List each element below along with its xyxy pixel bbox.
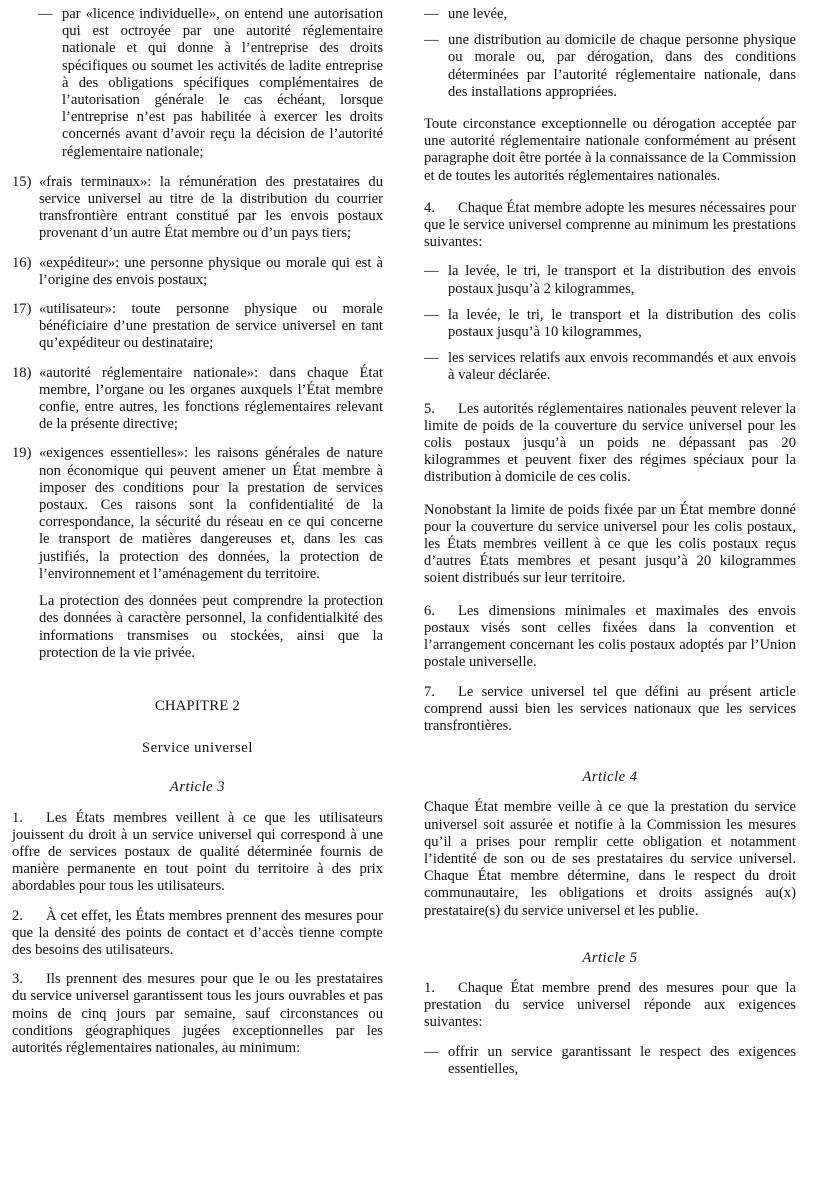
article-3-paragraph-3 <box>12 971 383 1057</box>
list-item <box>424 263 796 297</box>
dash-bullet: — <box>424 6 439 22</box>
article-3-paragraph-2 <box>12 908 383 960</box>
article-5-heading: Article 5 <box>582 949 638 966</box>
list-item <box>424 32 796 101</box>
paragraph-3-note: Toute circonstance exceptionnelle ou dérogation acceptée par une autorité réglementaire nationale conformément au présent paragraphe doit être portée à la connaissance de la Commission et de toutes les autorités réglementaires nationales. <box>424 116 796 184</box>
chapter-title: Service universel <box>141 740 254 757</box>
paragraph-text: Ils prennent des mesures pour que le ou les prestataires du service universel garantissent tous les jours ouvrables et pas moins de cinq jours par semaine, sauf circonstances ou conditions géographiques jugées exceptionnelles par les autorités réglementaires nationales, au minimum: <box>12 971 383 1056</box>
list-item-text: une distribution au domicile de chaque personne physique ou morale ou, par dérogation, dans des conditions déterminées par l’autorité réglementaire nationale, dans des installations appropriées. <box>448 32 796 100</box>
paragraph-text: Les dimensions minimales et maximales des envois postaux visés sont celles fixées dans la convention et l’arrangement concernant les colis postaux adoptés par l’Union postale universelle. <box>424 602 796 671</box>
paragraph-number: 7. <box>424 683 435 700</box>
article-3-paragraph-6 <box>424 603 796 672</box>
article-3-paragraph-7 <box>424 684 796 736</box>
list-item <box>424 1044 796 1078</box>
definition-number: 16) <box>12 254 32 271</box>
licence-definition-item <box>38 6 383 161</box>
definition-text: «autorité réglementaire nationale»: dans chaque État membre, l’organe ou les organes auxquels l’État membre confie, entre autres, les fonctions réglementaires relevant de la présente directive; <box>39 364 383 433</box>
list-item-text: offrir un service garantissant le respect des exigences essentielles, <box>448 1043 796 1077</box>
article-3-paragraph-1 <box>12 810 383 896</box>
definition-number: 15) <box>12 173 32 190</box>
right-column <box>424 6 796 1087</box>
definition-number: 19) <box>12 445 32 462</box>
definition-extra-text: La protection des données peut comprendre la protection des données à caractère personnel, la confidentialkité des informations transmises ou stockées, ainsi que la protection de la vie privée. <box>39 593 383 661</box>
definition-number: 18) <box>12 364 32 381</box>
paragraph-text: Le service universel tel que défini au présent article comprend aussi bien les services nationaux que les services transfrontières. <box>424 683 796 734</box>
article-5-paragraph-1 <box>424 980 796 1032</box>
definition-text: «frais terminaux»: la rémunération des prestataires du service universel au titre de la distribution du courrier transfrontière entrant constitué par les envois postaux provenant d’un autre État membre ou d’un pays tiers; <box>39 173 383 242</box>
article-3-heading: Article 3 <box>169 779 226 796</box>
list-item <box>424 6 796 23</box>
article-3-paragraph-5 <box>424 401 796 487</box>
paragraph-text: Les autorités réglementaires nationales peuvent relever la limite de poids de la couverture du service universel pour les colis postaux jusqu’à un poids ne dépassant pas 20 kilogrammes et peuvent fixer des régimes spéciaux pour la distribution à domicile de ces colis. <box>424 400 796 486</box>
list-item-text: la levée, le tri, le transport et la distribution des colis postaux jusqu’à 10 kilogrammes, <box>448 306 796 341</box>
dash-bullet: — <box>424 350 439 367</box>
definition-text: «exigences essentielles»: les raisons générales de nature non économique qui peuvent amener un État membre à imposer des conditions pour la prestation de services postaux. Ces raisons sont la confidentialité de la correspondance, la sécurité du réseau en ce qui concerne le transport de matières dangereuses et, dans les cas justifiés, la protection des données, la protection de l’environnement et l’aménagement du territoire. <box>39 445 383 582</box>
paragraph-number: 3. <box>12 971 23 988</box>
article-3-paragraph-4 <box>424 200 796 252</box>
list-item-text: les services relatifs aux envois recommandés et aux envois à valeur déclarée. <box>448 350 796 384</box>
article-4-heading: Article 4 <box>582 769 638 786</box>
paragraph-number: 1. <box>424 979 435 996</box>
dash-bullet: — <box>424 1043 439 1060</box>
paragraph-number: 2. <box>12 907 23 924</box>
paragraph-text: Chaque État membre adopte les mesures nécessaires pour que le service universel comprenne au minimum les prestations suivantes: <box>424 199 796 251</box>
list-item <box>424 350 796 384</box>
paragraph-number: 6. <box>424 602 435 619</box>
paragraph-text: À cet effet, les États membres prennent des mesures pour que la densité des points de contact et d’accès tienne compte des besoins des utilisateurs. <box>12 907 383 958</box>
definition-number: 17) <box>12 301 32 318</box>
definition-item <box>12 174 383 243</box>
paragraph-number: 5. <box>424 400 435 417</box>
list-item-text: une levée, <box>448 6 508 22</box>
article-4-text: Chaque État membre veille à ce que la prestation du service universel soit assurée et notifie à la Commission les mesures qu’il a prises pour remplir cette obligation et notamment l’identité de son ou de ses prestataires du service universel. Chaque État membre détermine, dans le respect du droit communautaire, les obligations et droits assignés au(x) prestataire(s) du service universel et les publie. <box>424 799 796 919</box>
paragraph-number: 4. <box>424 199 435 216</box>
licence-definition-text: par «licence individuelle», on entend une autorisation qui est octroyée par une autorité réglementaire nationale et qui donne à l’entreprise des droits spécifiques ou soumet les activités de ladite entreprise à des obligations spécifiques complémentaires de l’autorisation générale le cas échéant, lorsque l’entreprise n’est pas habilitée à exercer les droits concernés avant d’avoir reçu la décision de l’autorité réglementaire nationale; <box>62 6 383 160</box>
left-column <box>12 6 383 1069</box>
definition-item <box>12 255 383 289</box>
dash-bullet: — <box>424 306 439 323</box>
definition-item <box>12 445 383 661</box>
definition-item <box>12 365 383 434</box>
list-item-text: la levée, le tri, le transport et la distribution des envois postaux jusqu’à 2 kilogrammes, <box>448 263 796 297</box>
definition-text: «utilisateur»: toute personne physique ou morale bénéficiaire d’une prestation de service universel en tant qu’expéditeur ou destinataire; <box>39 301 383 352</box>
definition-item <box>12 301 383 353</box>
dash-bullet: — <box>38 6 53 22</box>
chapter-heading: CHAPITRE 2 <box>154 697 241 714</box>
paragraph-text: Chaque État membre prend des mesures pour que la prestation du service universel réponde aux exigences suivantes: <box>424 979 796 1031</box>
dash-bullet: — <box>424 263 439 280</box>
paragraph-number: 1. <box>12 809 23 826</box>
list-item <box>424 307 796 341</box>
definition-text: «expéditeur»: une personne physique ou morale qui est à l’origine des envois postaux; <box>39 254 383 288</box>
paragraph-text: Les États membres veillent à ce que les utilisateurs jouissent du droit à un service universel qui correspond à une offre de services postaux de qualité déterminée fournis de manière permanente en tout point du territoire à des prix abordables pour tous les utilisateurs. <box>12 809 383 895</box>
paragraph-5-note: Nonobstant la limite de poids fixée par un État membre donné pour la couverture du service universel pour les colis postaux, les États membres veillent à ce que les colis postaux reçus d’autres États membres et pesant jusqu’à 20 kilogrammes soient distribués sur leur territoire. <box>424 501 796 587</box>
dash-bullet: — <box>424 32 439 49</box>
